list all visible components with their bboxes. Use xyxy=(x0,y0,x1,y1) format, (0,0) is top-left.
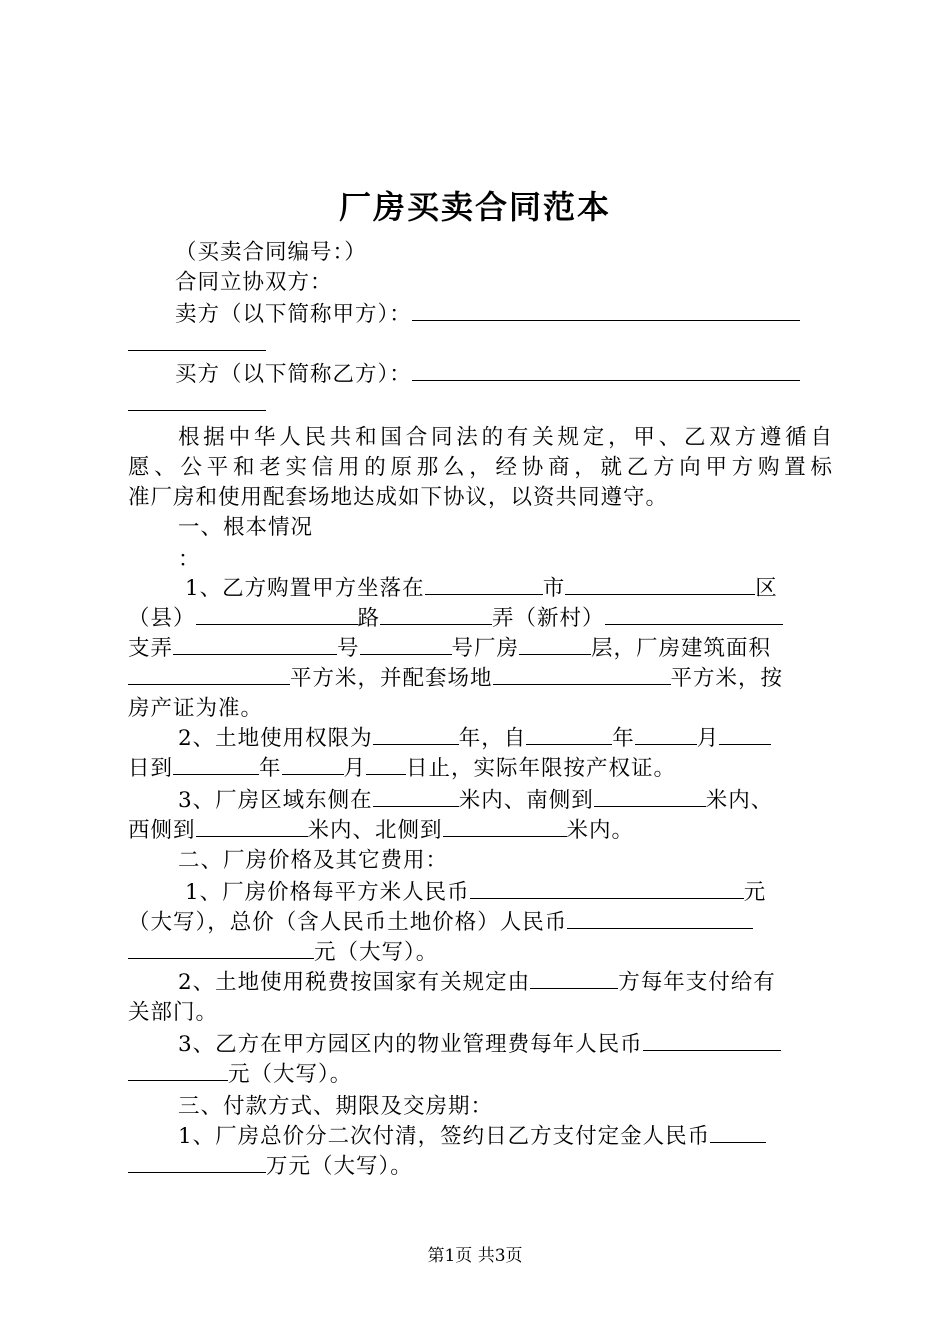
buyer-line-cont xyxy=(128,390,833,420)
s1-item1-text-10: 层，厂房建筑面积 xyxy=(591,636,772,661)
s1-item3-line2 xyxy=(128,816,833,846)
property-fee-blank xyxy=(643,1030,781,1051)
s1-item1-text-7: 支弄 xyxy=(128,636,174,661)
floor-blank xyxy=(519,634,591,655)
total-price-blank xyxy=(567,908,753,929)
s1-item1-text-3: 区 xyxy=(755,576,778,601)
s1-item2-line2 xyxy=(128,754,833,784)
s2-item1-line3 xyxy=(128,938,833,968)
s1-item3-text-4: 西侧到 xyxy=(128,818,196,843)
section2-heading: 二、厂房价格及其它费用： xyxy=(178,848,449,873)
s1-item1-line4 xyxy=(128,664,833,694)
s1-item2-text-7: 月 xyxy=(343,756,367,781)
s1-item2-text-6: 年 xyxy=(259,756,282,781)
s1-item1-text-2: 市 xyxy=(542,576,566,601)
preamble-line-3: 准厂房和使用配套场地达成如下协议，以资共同遵守。 xyxy=(128,485,669,510)
seller-blank xyxy=(412,300,800,321)
site-area-blank xyxy=(493,664,671,685)
buyer-blank-cont xyxy=(128,390,266,411)
parties-intro: 合同立协双方： xyxy=(175,270,333,295)
s2-item1-line1 xyxy=(185,878,833,908)
start-month-blank xyxy=(635,724,697,745)
s1-item1-text-4: （县） xyxy=(128,606,196,631)
section1-heading: 一、根本情况 xyxy=(178,515,314,540)
end-year-blank xyxy=(173,754,259,775)
s1-item2-text-1: 2、土地使用权限为 xyxy=(178,726,373,751)
buyer-blank xyxy=(412,360,800,381)
s1-item3-text-5: 米内、北侧到 xyxy=(307,818,443,843)
village-blank xyxy=(605,604,783,625)
unit-price-blank xyxy=(470,878,744,899)
s1-item1-text-9: 号厂房 xyxy=(451,636,520,661)
s1-item1-text-5: 路 xyxy=(357,606,381,631)
s2-item3-line1 xyxy=(178,1030,833,1060)
branch-lane-blank xyxy=(173,634,337,655)
s1-item1-text-11: 平方米，并配套场地 xyxy=(290,666,493,691)
west-blank xyxy=(196,816,308,837)
s1-item1-text-8: 号 xyxy=(337,636,360,661)
deposit-blank xyxy=(710,1122,766,1143)
s2-item2-text-2: 方每年支付给有 xyxy=(618,970,776,995)
s1-item1-line3 xyxy=(128,634,833,664)
s1-item2-line1 xyxy=(178,724,833,754)
start-year-blank xyxy=(526,724,612,745)
s1-item2-text-3: 年 xyxy=(612,726,635,751)
tax-party-blank xyxy=(530,968,618,989)
north-blank xyxy=(443,816,567,837)
preamble-line-2: 愿、公平和老实信用的原那么，经协商，就乙方向甲方购置标 xyxy=(128,455,833,480)
end-day-blank xyxy=(366,754,406,775)
s2-item1-line2 xyxy=(128,908,833,938)
s1-item2-text-8: 日止，实际年限按产权证。 xyxy=(406,756,677,781)
years-blank xyxy=(373,724,459,745)
road-blank xyxy=(196,604,358,625)
south-blank xyxy=(594,786,706,807)
s2-item2-text-1: 2、土地使用税费按国家有关规定由 xyxy=(178,970,531,995)
s2-item3-text-2: 元（大写）。 xyxy=(228,1062,353,1087)
s1-item1-text-6: 弄（新村） xyxy=(492,606,605,631)
s1-item2-text-4: 月 xyxy=(696,726,720,751)
s3-item1-text-2: 万元（大写）。 xyxy=(266,1154,413,1179)
s3-item1-line1 xyxy=(178,1122,833,1152)
deposit-blank-cont xyxy=(128,1152,266,1173)
s2-item1-text-1: 1、厂房价格每平方米人民币 xyxy=(185,880,470,905)
section3-heading: 三、付款方式、期限及交房期： xyxy=(178,1094,494,1119)
s3-item1-line2 xyxy=(128,1152,833,1182)
s1-item2-text-5: 日到 xyxy=(128,756,174,781)
district-blank xyxy=(565,574,755,595)
number-blank xyxy=(360,634,452,655)
s1-item3-text-3: 米内、 xyxy=(705,788,774,813)
s2-item1-text-3: （大写），总价（含人民币土地价格）人民币 xyxy=(128,910,568,935)
city-blank xyxy=(425,574,543,595)
s3-item1-text-1: 1、厂房总价分二次付清，签约日乙方支付定金人民币 xyxy=(178,1124,711,1149)
seller-blank-cont xyxy=(128,330,266,351)
start-day-blank xyxy=(719,724,771,745)
buyer-line xyxy=(175,360,833,390)
lane-blank xyxy=(380,604,492,625)
preamble-line-1: 根据中华人民共和国合同法的有关规定，甲、乙双方遵循自 xyxy=(178,425,833,450)
east-blank xyxy=(373,786,459,807)
document-title: 厂房买卖合同范本 xyxy=(338,188,611,226)
s2-item1-text-2: 元 xyxy=(743,880,767,905)
s2-item3-text-1: 3、乙方在甲方园区内的物业管理费每年人民币 xyxy=(178,1032,643,1057)
s2-item2-line1 xyxy=(178,968,833,998)
seller-line-cont xyxy=(128,330,833,360)
s1-item3-text-1: 3、厂房区域东侧在 xyxy=(178,788,373,813)
s1-item3-text-6: 米内。 xyxy=(566,818,635,843)
s1-item1-line5: 房产证为准。 xyxy=(128,696,264,721)
end-month-blank xyxy=(282,754,344,775)
s1-item1-text-12: 平方米，按 xyxy=(670,666,784,691)
property-fee-blank-cont xyxy=(128,1060,228,1081)
section1-colon: ： xyxy=(178,547,201,572)
s1-item1-text-1: 1、乙方购置甲方坐落在 xyxy=(185,576,425,601)
seller-line xyxy=(175,300,833,330)
s1-item3-line1 xyxy=(178,786,833,816)
s2-item1-text-4: 元（大写）。 xyxy=(314,940,439,965)
buyer-label: 买方（以下简称乙方）： xyxy=(175,362,412,387)
s2-item3-line2 xyxy=(128,1060,833,1090)
page-footer: 第1页 共3页 xyxy=(427,1246,523,1266)
area-blank xyxy=(128,664,290,685)
total-price-blank-cont xyxy=(128,938,314,959)
s1-item3-text-2: 米内、南侧到 xyxy=(458,788,594,813)
s2-item2-line2: 关部门。 xyxy=(128,1000,219,1025)
s1-item1-line1 xyxy=(185,574,833,604)
s1-item1-line2 xyxy=(128,604,833,634)
seller-label: 卖方（以下简称甲方）： xyxy=(175,302,412,327)
contract-number: （买卖合同编号：） xyxy=(175,240,367,265)
s1-item2-text-2: 年，自 xyxy=(458,726,527,751)
